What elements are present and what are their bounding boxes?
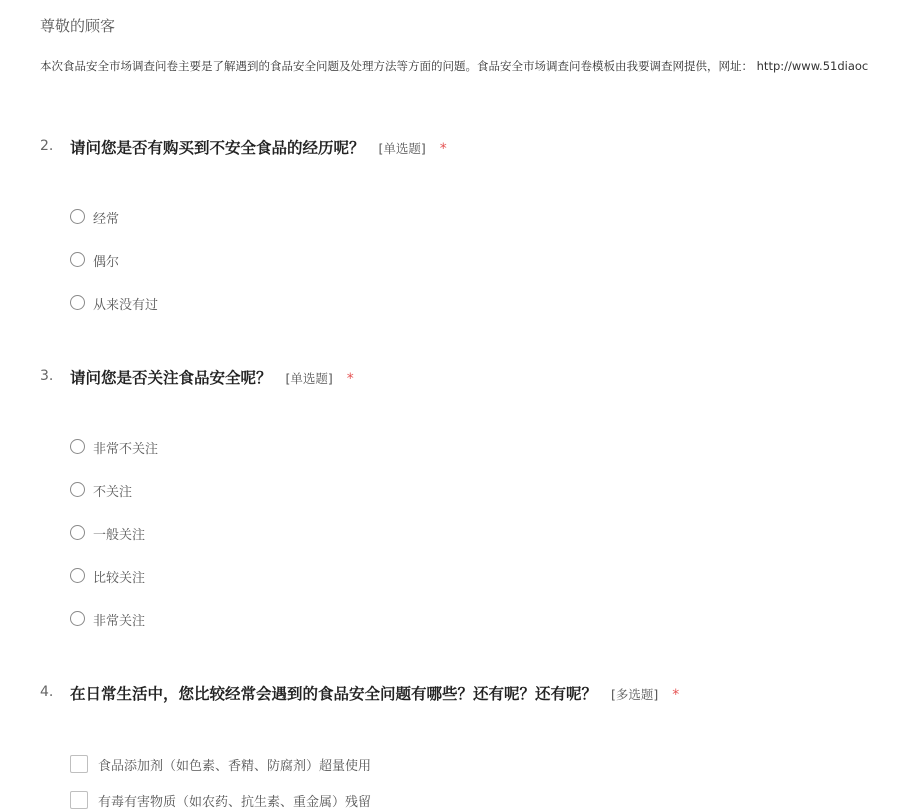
question-type-tag: [单选题] bbox=[285, 371, 333, 386]
question-number: 3. bbox=[40, 368, 54, 384]
radio-button[interactable] bbox=[70, 295, 85, 310]
question-type-tag: [单选题] bbox=[378, 141, 426, 156]
question-title-row bbox=[70, 366, 354, 388]
option-label: 一般关注 bbox=[93, 528, 146, 543]
option-label: 偶尔 bbox=[93, 255, 120, 270]
radio-button[interactable] bbox=[70, 209, 85, 224]
radio-button[interactable] bbox=[70, 611, 85, 626]
question-title: 请问您是否有购买到不安全食品的经历呢？ bbox=[70, 139, 365, 157]
question-header bbox=[0, 136, 900, 158]
radio-button[interactable] bbox=[70, 525, 85, 540]
question-title-row bbox=[70, 682, 679, 704]
question-number: 4. bbox=[40, 684, 54, 700]
option-label: 食品添加剂（如色素、香精、防腐剂）超量使用 bbox=[98, 759, 372, 774]
option-label: 非常不关注 bbox=[93, 442, 159, 457]
question-header bbox=[0, 682, 900, 704]
required-asterisk: * bbox=[439, 141, 447, 157]
required-asterisk: * bbox=[346, 371, 354, 387]
question-title: 在日常生活中，您比较经常会遇到的食品安全问题有哪些？还有呢？还有呢？ bbox=[70, 685, 598, 703]
question-header bbox=[0, 366, 900, 388]
radio-button[interactable] bbox=[70, 568, 85, 583]
radio-button[interactable] bbox=[70, 439, 85, 454]
question-number: 2. bbox=[40, 138, 54, 154]
question-title: 请问您是否关注食品安全呢？ bbox=[70, 369, 272, 387]
question-type-tag: [多选题] bbox=[611, 687, 659, 702]
required-asterisk: * bbox=[672, 687, 680, 703]
question-title-row bbox=[70, 136, 447, 158]
greeting-heading: 尊敬的顾客 bbox=[40, 17, 116, 35]
survey-intro-text: 本次食品安全市场调查问卷主要是了解遇到的食品安全问题及处理方法等方面的问题。食品安全市场调查问卷模板由我要调查网提供，网址： http://www.51diaoc bbox=[40, 59, 869, 73]
option-label: 不关注 bbox=[93, 485, 133, 500]
option-label: 有毒有害物质（如农药、抗生素、重金属）残留 bbox=[98, 795, 372, 810]
checkbox[interactable] bbox=[70, 755, 88, 773]
option-label: 非常关注 bbox=[93, 614, 146, 629]
option-label: 经常 bbox=[93, 212, 120, 227]
option-label: 从来没有过 bbox=[93, 298, 159, 313]
radio-button[interactable] bbox=[70, 252, 85, 267]
option-label: 比较关注 bbox=[93, 571, 146, 586]
checkbox[interactable] bbox=[70, 791, 88, 809]
radio-button[interactable] bbox=[70, 482, 85, 497]
